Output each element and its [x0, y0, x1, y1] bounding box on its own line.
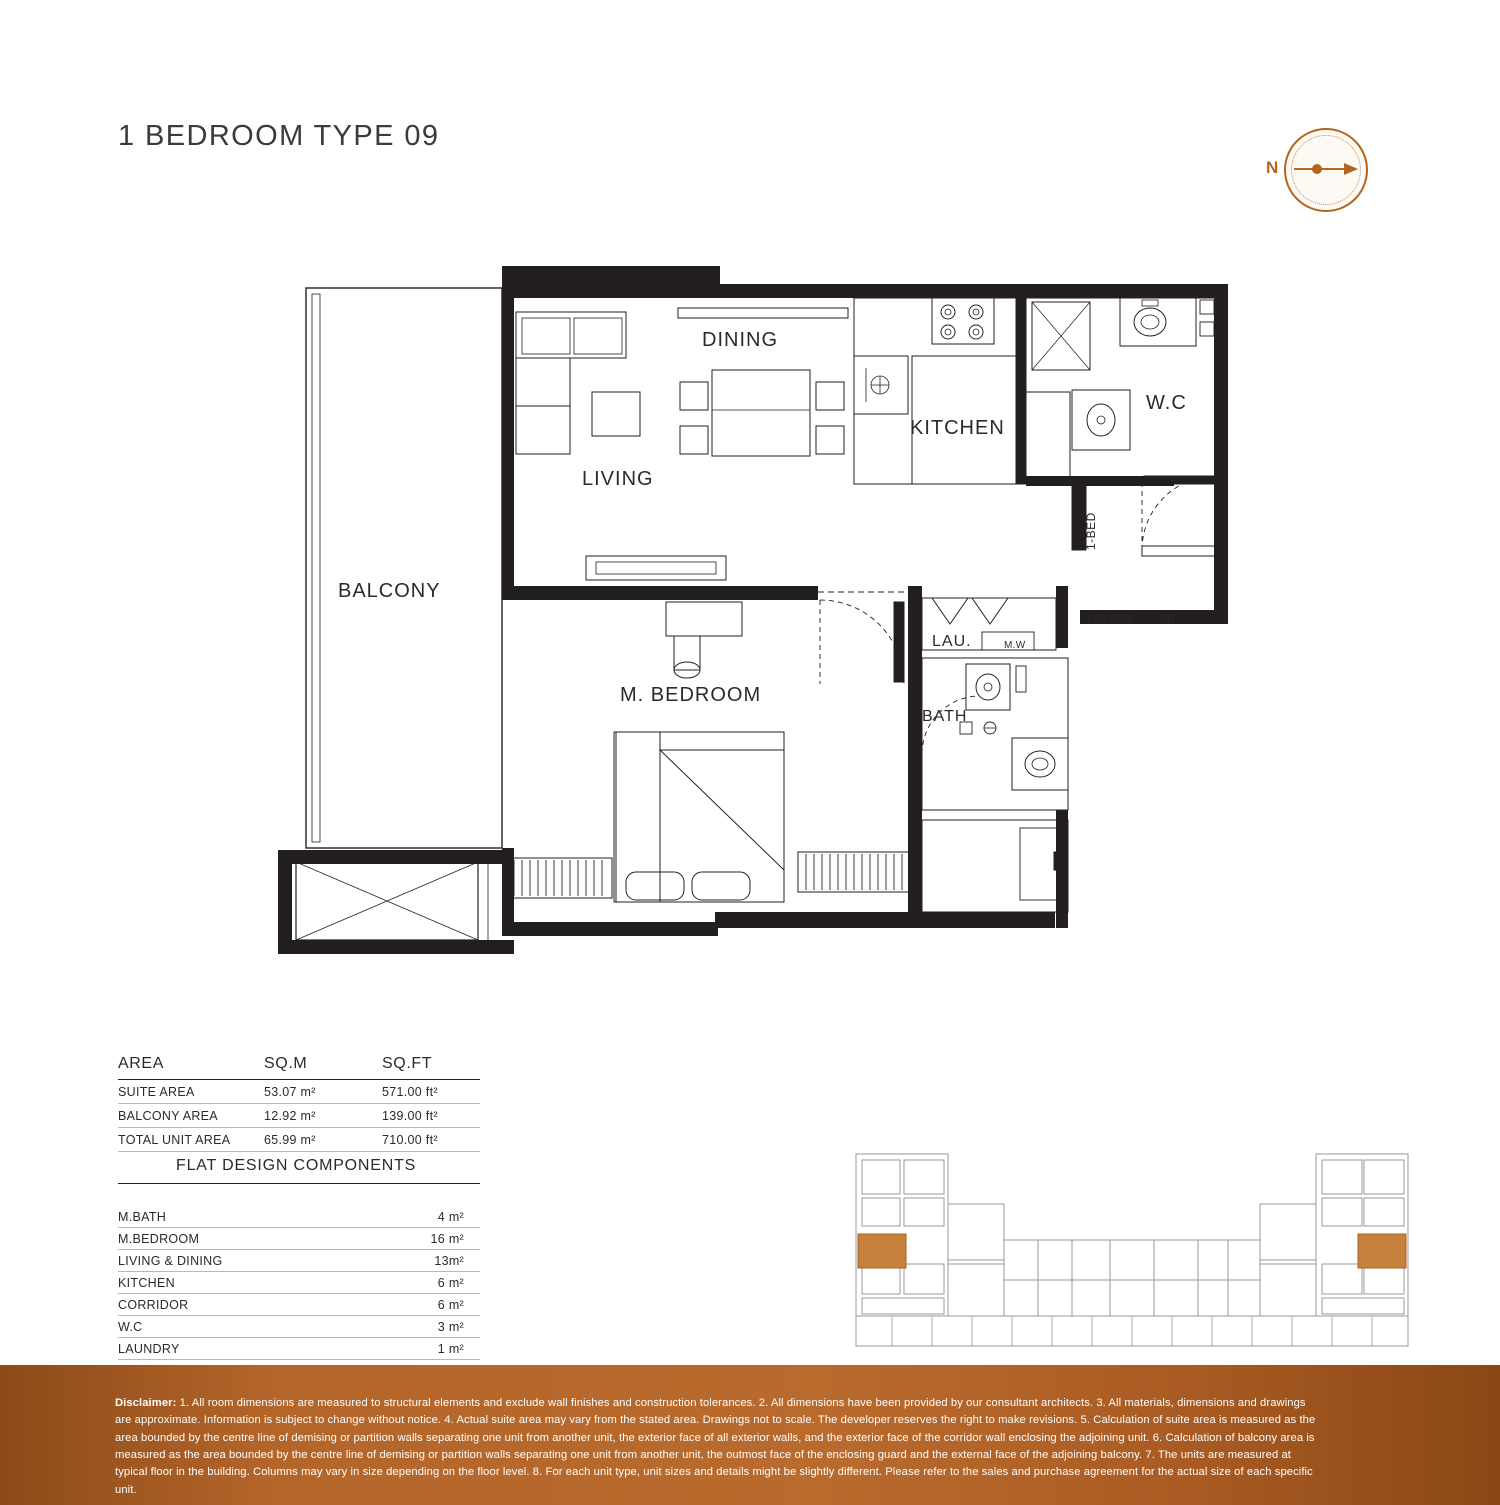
compass-north-label: N [1266, 158, 1279, 177]
component-value: 13m² [434, 1254, 464, 1268]
component-name: CORRIDOR [118, 1298, 189, 1312]
room-label-wc: W.C [1146, 392, 1187, 414]
list-item [118, 1294, 480, 1316]
list-item [118, 1228, 480, 1250]
component-value: 16 m² [430, 1232, 464, 1246]
area-row-name: TOTAL UNIT AREA [118, 1133, 231, 1147]
label-bd: BD [1160, 614, 1175, 625]
room-label-bedroom: M. BEDROOM [620, 684, 762, 706]
room-label-bath: BATH [922, 708, 968, 725]
component-name: KITCHEN [118, 1276, 175, 1290]
area-row-sqm: 12.92 m² [264, 1109, 316, 1123]
area-row-sqft: 710.00 ft² [382, 1133, 438, 1147]
list-item [118, 1316, 480, 1338]
keyplan-highlight [858, 1234, 1406, 1268]
room-label-laundry: LAU. [932, 633, 972, 650]
room-label-mw: M.W [1004, 640, 1026, 651]
area-header-area: AREA [118, 1055, 164, 1072]
component-name: LAUNDRY [118, 1342, 180, 1356]
component-value: 1 m² [437, 1342, 464, 1356]
room-label-dining: DINING [702, 329, 778, 351]
label-let-box: LET BOX [1088, 614, 1133, 625]
area-table-header [118, 1055, 480, 1080]
room-label-balcony: BALCONY [338, 580, 441, 602]
component-value: 3 m² [437, 1320, 464, 1334]
list-item [118, 1338, 480, 1360]
components-table [118, 1157, 480, 1360]
area-row-name: SUITE AREA [118, 1085, 195, 1099]
component-name: LIVING & DINING [118, 1254, 223, 1268]
area-row-sqm: 53.07 m² [264, 1085, 316, 1099]
disclaimer-body: 1. All room dimensions are measured to structural elements and exclude wall finishes and construction tolerances. 2. All dimensions have been provided by our consultant architects. 3. All materials, dimensions and drawings are approximate. Information is subject to change without notice. 4. Actual suite area may vary from the stated area. Drawings not to scale. The developer reserves the right to make revisions. 5. Calculation of suite area is measured as the area bounded by the centre line of demising or partition walls separating one unit from another unit, the exterior face of all exterior walls, and the exterior face of the corridor wall enclosing the adjoining unit. 6. Calculation of balcony area is measured as the area bounded by the centre line of demising or partition walls separating one unit from another unit, the outmost face of the enclosing guard and the external face of the adjoining balcony. 7. The units are measured at typical floor in the building. Columns may vary in size depending on the floor level. 8. For each unit type, unit sizes and details might be slightly different. Please refer to the sales and purchase agreement for the actual size of each specific unit. [115, 1397, 1316, 1496]
component-name: W.C [118, 1320, 143, 1334]
table-row [118, 1080, 480, 1104]
component-name: M.BEDROOM [118, 1232, 200, 1246]
area-table [118, 1055, 480, 1152]
north-compass-icon [1266, 128, 1370, 232]
component-value: 6 m² [437, 1298, 464, 1312]
room-label-kitchen: KITCHEN [910, 417, 1005, 439]
component-value: 4 m² [437, 1210, 464, 1224]
page-title: 1 BEDROOM TYPE 09 [118, 120, 440, 152]
area-row-name: BALCONY AREA [118, 1109, 218, 1123]
list-item [118, 1206, 480, 1228]
disclaimer-label: Disclaimer: [115, 1397, 177, 1409]
area-row-sqm: 65.99 m² [264, 1133, 316, 1147]
key-plan [852, 1148, 1412, 1353]
table-row [118, 1104, 480, 1128]
list-item [118, 1250, 480, 1272]
compass-center-dot [1312, 164, 1322, 174]
table-row [118, 1128, 480, 1152]
room-label-entry-door: 1-BED [1084, 512, 1098, 550]
area-row-sqft: 571.00 ft² [382, 1085, 438, 1099]
area-header-sqft: SQ.FT [382, 1055, 433, 1072]
room-label-living: LIVING [582, 468, 654, 490]
component-value: 6 m² [437, 1276, 464, 1290]
area-header-sqm: SQ.M [264, 1055, 308, 1072]
floor-plan-drawing [260, 250, 1250, 990]
components-title: FLAT DESIGN COMPONENTS [118, 1157, 480, 1184]
components-spacer [118, 1184, 480, 1206]
area-row-sqft: 139.00 ft² [382, 1109, 438, 1123]
list-item [118, 1272, 480, 1294]
disclaimer-banner [0, 1365, 1500, 1505]
component-name: M.BATH [118, 1210, 167, 1224]
disclaimer-text-wrap [115, 1395, 1320, 1499]
compass-needle [1294, 166, 1356, 172]
